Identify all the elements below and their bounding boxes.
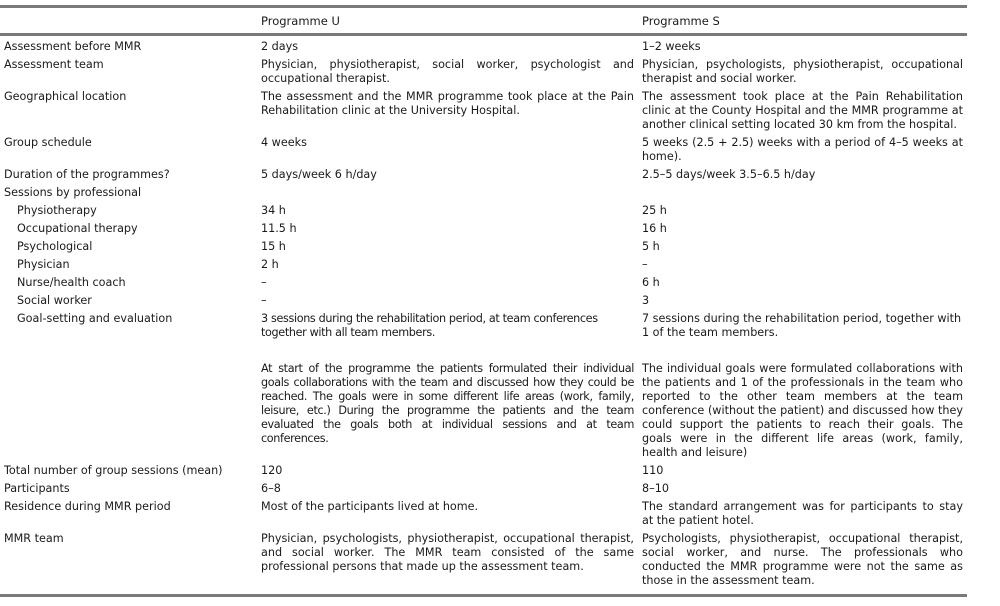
cell-programme-s: 2.5–5 days/week 3.5–6.5 h/day	[642, 168, 816, 181]
cell-programme-s: 8–10	[642, 482, 669, 495]
cell-programme-u: 15 h	[261, 240, 286, 253]
cell-programme-s: 16 h	[642, 222, 667, 235]
header-empty	[0, 7, 257, 35]
cell-programme-s: 5 weeks (2.5 + 2.5) weeks with a period of 4–5 weeks at home).	[642, 136, 963, 163]
cell-programme-u: 11.5 h	[261, 222, 297, 235]
table-row	[0, 480, 967, 498]
spacer-cell	[638, 342, 967, 360]
cell-programme-s: –	[642, 258, 648, 271]
cell-programme-u: 2 days	[261, 40, 299, 53]
cell-programme-u: –	[261, 294, 267, 307]
row-label: Assessment before MMR	[4, 40, 142, 53]
cell-programme-u: 6–8	[261, 482, 281, 495]
cell-programme-u: 120	[261, 464, 283, 477]
table-spacer-row	[0, 342, 967, 360]
cell-programme-u: The assessment and the MMR programme took place at the Pain Rehabilitation clinic at the University Hospital.	[261, 90, 634, 117]
header-programme-s: Programme S	[642, 14, 720, 28]
table-row	[0, 530, 967, 596]
cropped-title-remnant	[498, 0, 618, 3]
cell-programme-s: 110	[642, 464, 664, 477]
row-label	[0, 360, 257, 462]
header-programme-u: Programme U	[261, 14, 340, 28]
table-row	[0, 462, 967, 480]
table-row	[0, 88, 967, 134]
cell-programme-u: 4 weeks	[261, 136, 307, 149]
cell-programme-s: The standard arrangement was for participants to stay at the patient hotel.	[642, 500, 963, 527]
cell-programme-u: Most of the participants lived at home.	[261, 500, 479, 513]
cell-programme-u: 34 h	[261, 204, 286, 217]
row-label: Duration of the programmes?	[4, 168, 170, 181]
table-row	[0, 360, 967, 462]
table-row-section	[0, 184, 967, 202]
cell-programme-s: Physician, psychologists, physiotherapist, occupational therapist and social worker.	[642, 58, 963, 85]
cell-programme-u: Physician, psychologists, physiotherapist, occupational therapist, and social worker. The MMR team consisted of the same professional persons that made up the assessment team.	[261, 532, 634, 573]
row-label: Goal-setting and evaluation	[17, 312, 173, 325]
table-row	[0, 274, 967, 292]
table-row	[0, 35, 967, 57]
row-label: Occupational therapy	[17, 222, 138, 235]
cell-programme-s: 3	[642, 294, 650, 307]
row-label: Geographical location	[4, 90, 127, 103]
cell-programme-u: At start of the programme the patients formulated their individual goals collaborations with the team and discussed how they could be reached. The goals were in some different life areas (work, family, leisure, etc.) During the programme the patients and the team evaluated the goals both at individual sessions and at team conferences.	[261, 362, 634, 445]
table-row	[0, 134, 967, 166]
row-label: Physician	[17, 258, 70, 271]
row-label: Participants	[4, 482, 70, 495]
table-row	[0, 498, 967, 530]
cell-programme-u: Physician, physiotherapist, social worker, psychologist and occupational therapist.	[261, 58, 634, 85]
cell-programme-s: 6 h	[642, 276, 660, 289]
row-label: Group schedule	[4, 136, 92, 149]
cell-programme-u: 3 sessions during the rehabilitation period, at team conferences together with all team members.	[261, 312, 598, 339]
cell-programme-u: –	[261, 276, 267, 289]
table-body	[0, 35, 967, 596]
cell-programme-s: 1–2 weeks	[642, 40, 701, 53]
cell-programme-u: 5 days/week 6 h/day	[261, 168, 377, 181]
table-row	[0, 310, 967, 342]
cell-programme-s: 25 h	[642, 204, 667, 217]
row-label: Residence during MMR period	[4, 500, 171, 513]
row-label: Psychological	[17, 240, 93, 253]
row-label: Social worker	[17, 294, 92, 307]
row-label: Physiotherapy	[17, 204, 97, 217]
table-row	[0, 292, 967, 310]
table-row	[0, 220, 967, 238]
programme-comparison-table	[0, 5, 967, 597]
row-label: Nurse/health coach	[17, 276, 126, 289]
row-label: MMR team	[4, 532, 64, 545]
row-label: Total number of group sessions (mean)	[4, 464, 223, 477]
table-row	[0, 56, 967, 88]
row-label: Sessions by professional	[4, 186, 142, 199]
row-label: Assessment team	[4, 58, 104, 71]
cell-programme-s: 7 sessions during the rehabilitation period, together with 1 of the team members.	[642, 312, 962, 339]
table-row	[0, 238, 967, 256]
table-row	[0, 166, 967, 184]
spacer-cell	[0, 342, 257, 360]
cell-programme-s: 5 h	[642, 240, 660, 253]
cell-programme-u: 2 h	[261, 258, 279, 271]
spacer-cell	[257, 342, 638, 360]
cell-programme-s	[638, 184, 967, 202]
table-row	[0, 202, 967, 220]
table-header	[0, 7, 967, 35]
cell-programme-s: Psychologists, physiotherapist, occupational therapist, social worker, and nurse. The professionals who conducted the MMR programme were not the same as those in the assessment team.	[642, 532, 963, 587]
cell-programme-s: The assessment took place at the Pain Rehabilitation clinic at the County Hospital and the MMR programme at another clinical setting located 30 km from the hospital.	[642, 90, 963, 131]
cell-programme-u	[257, 184, 638, 202]
cell-programme-s: The individual goals were formulated collaborations with the patients and 1 of the professionals in the team who reported to the other team members at the team conference (without the patient) and discussed how they could support the patients to reach their goals. The goals were in the different life areas (work, family, health and leisure)	[642, 362, 963, 459]
header-row	[0, 7, 967, 35]
table-row	[0, 256, 967, 274]
